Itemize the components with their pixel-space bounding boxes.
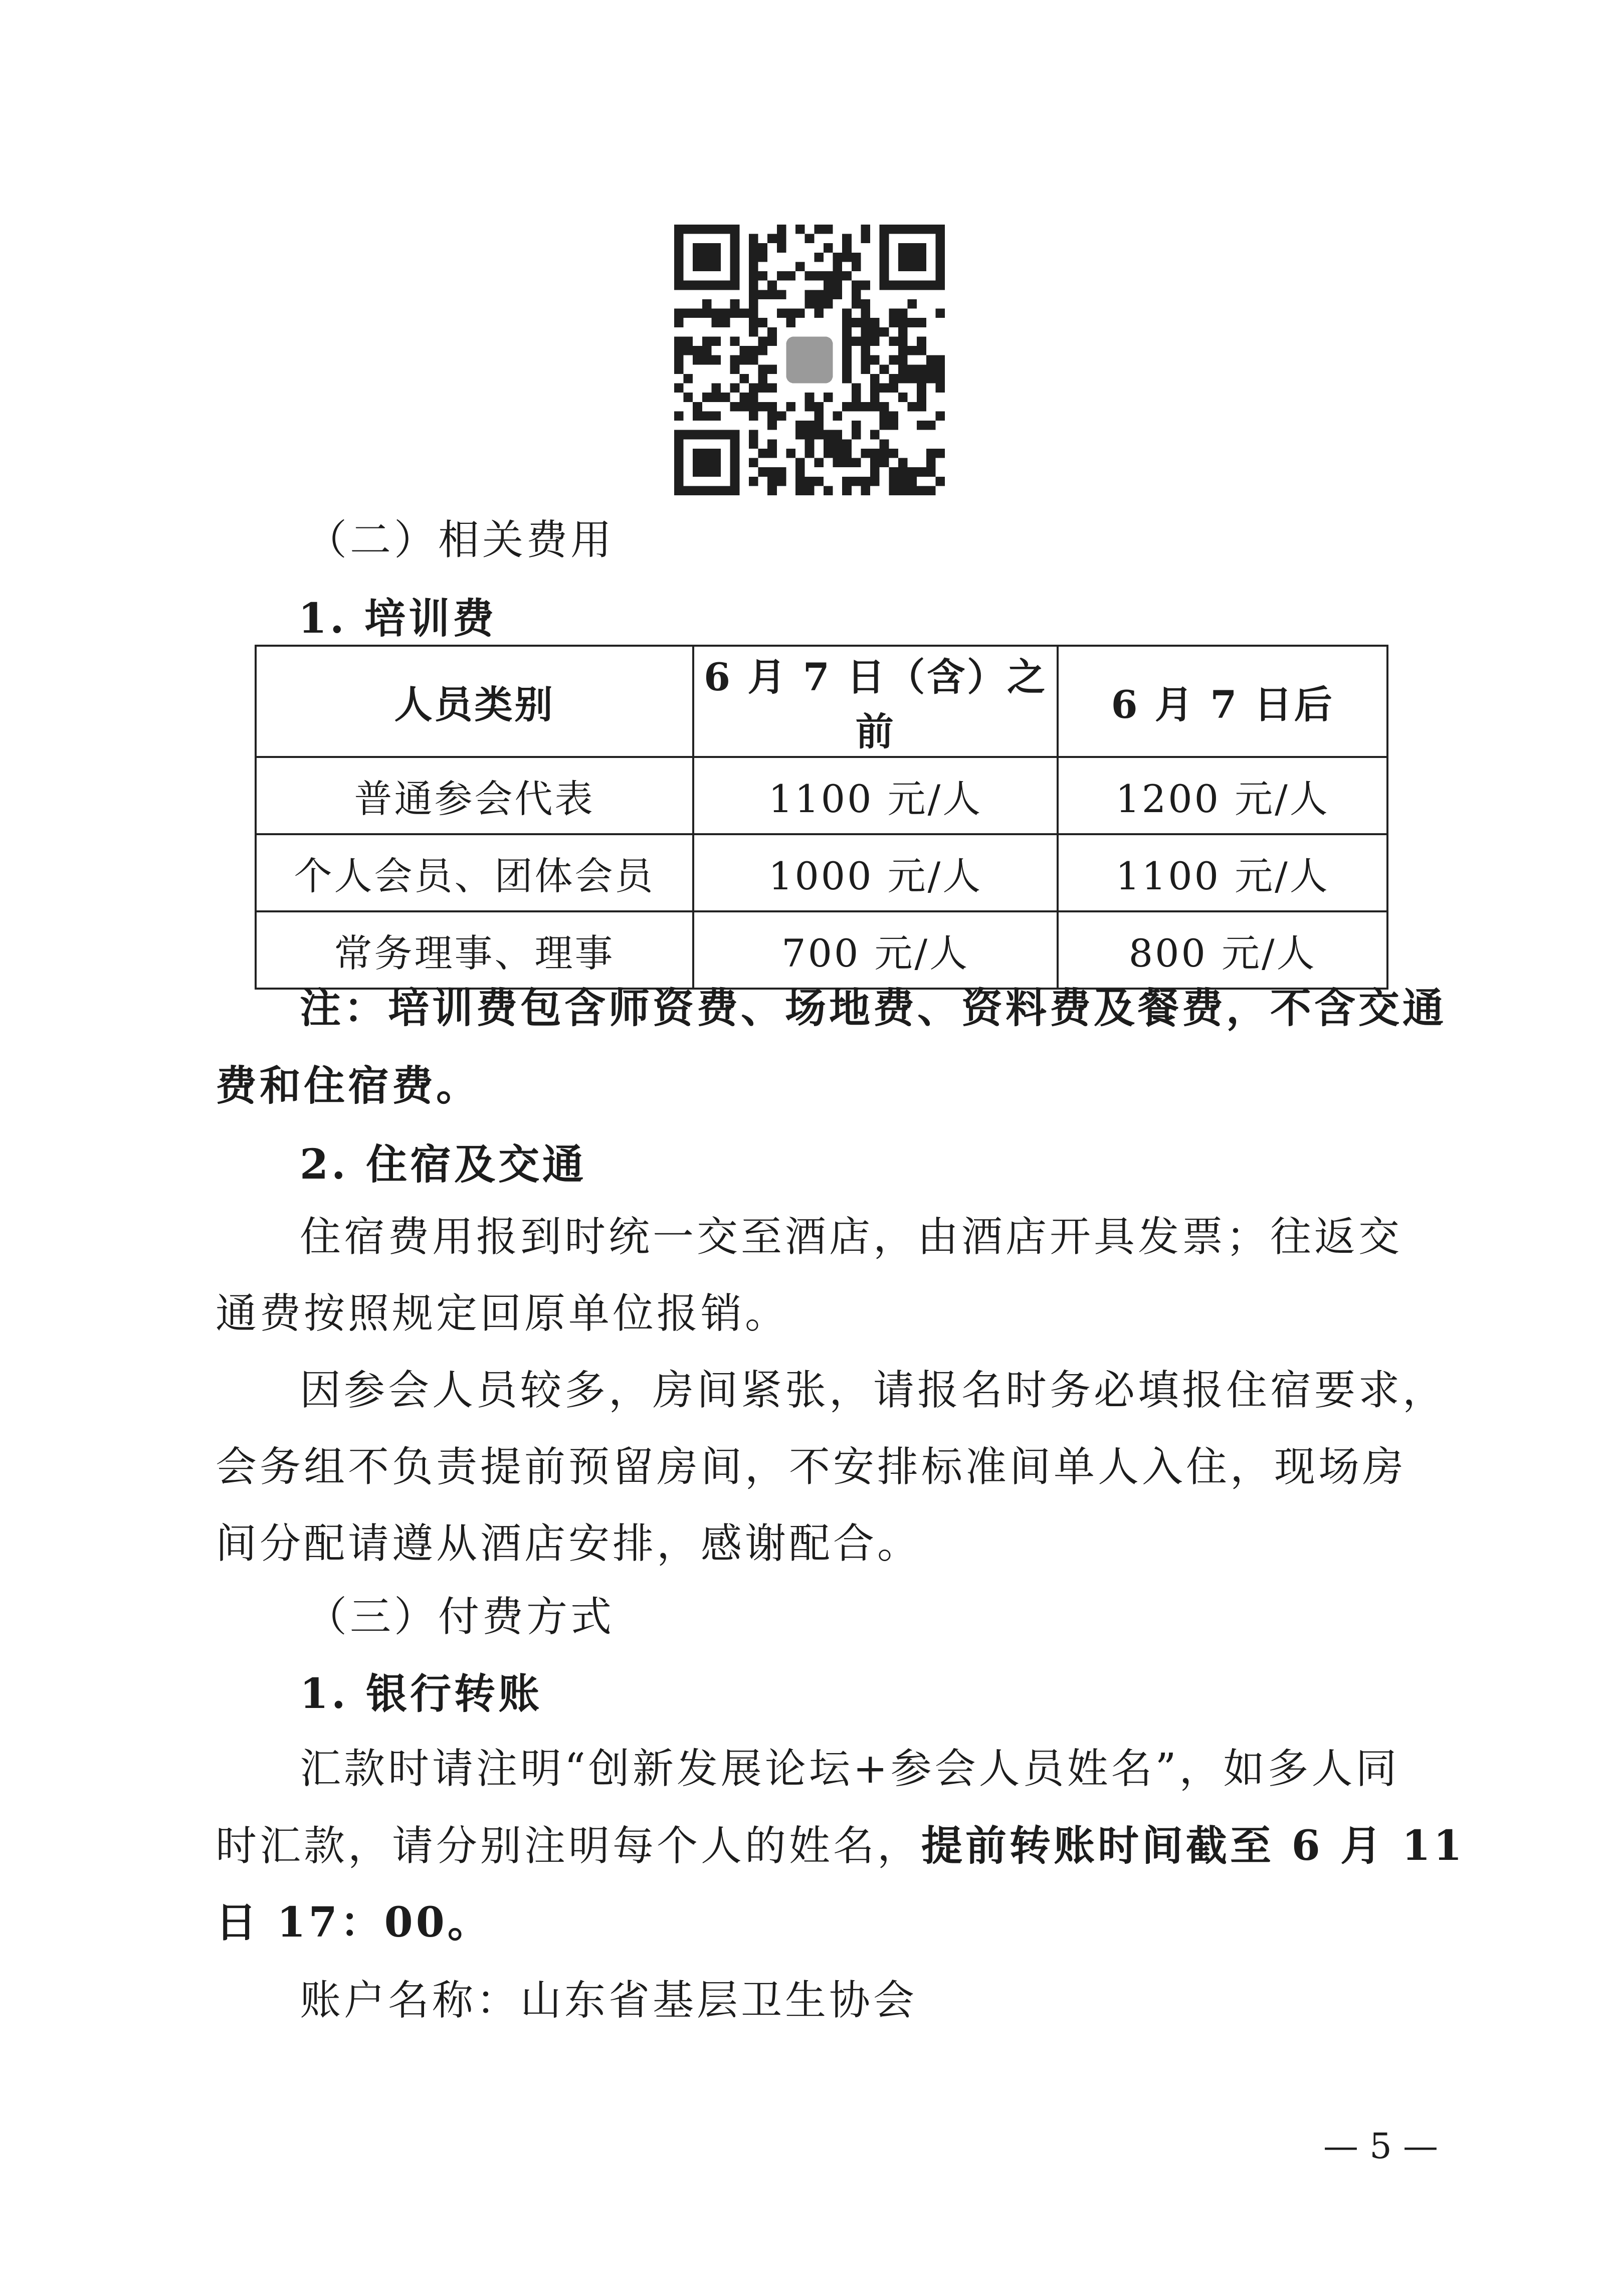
bank-para-line3: 日 17：00。 xyxy=(216,1898,492,1947)
fee-table xyxy=(255,645,1388,990)
table-cell: 800 元/人 xyxy=(1058,911,1387,989)
table-cell: 常务理事、理事 xyxy=(256,911,693,989)
page-number: — 5 — xyxy=(1323,2126,1439,2167)
lodging-para2-line2: 会务组不负责提前预留房间，不安排标准间单人入住，现场房 xyxy=(216,1443,1407,1491)
table-cell: 1000 元/人 xyxy=(693,834,1058,911)
table-cell: 1100 元/人 xyxy=(693,757,1058,834)
table-row xyxy=(256,757,1387,834)
section3-heading: （三）付费方式 xyxy=(306,1593,615,1641)
qr-code-icon[interactable] xyxy=(674,225,945,495)
section2-heading: （二）相关费用 xyxy=(306,516,615,564)
table-cell: 1200 元/人 xyxy=(1058,757,1387,834)
bank-deadline: 提前转账时间截至 6 月 11 xyxy=(921,1822,1465,1870)
fee-table-header: 6 月 7 日（含）之前 xyxy=(693,646,1058,757)
bank-para-line2-normal: 时汇款，请分别注明每个人的姓名， xyxy=(216,1822,922,1870)
fee-table-header: 人员类别 xyxy=(256,646,693,757)
account-name: 账户名称：山东省基层卫生协会 xyxy=(300,1977,918,2024)
table-cell: 700 元/人 xyxy=(693,911,1058,989)
bank-para-line2 xyxy=(216,1822,1465,1870)
table-cell: 普通参会代表 xyxy=(256,757,693,834)
table-cell: 1100 元/人 xyxy=(1058,834,1387,911)
fee-table-header-row xyxy=(256,646,1387,757)
fee-note-line1: 注：培训费包含师资费、场地费、资料费及餐费，不含交通 xyxy=(300,984,1447,1032)
table-row xyxy=(256,834,1387,911)
fee-subheading: 1. 培训费 xyxy=(298,595,497,643)
lodging-para1-line2: 通费按照规定回原单位报销。 xyxy=(216,1290,789,1337)
bank-subheading: 1. 银行转账 xyxy=(300,1670,543,1718)
qr-logo-icon xyxy=(786,336,833,383)
lodging-subheading: 2. 住宿及交通 xyxy=(300,1140,587,1189)
lodging-para2-line1: 因参会人员较多，房间紧张，请报名时务必填报住宿要求， xyxy=(300,1367,1447,1414)
fee-note-line2: 费和住宿费。 xyxy=(216,1062,481,1110)
table-cell: 个人会员、团体会员 xyxy=(256,834,693,911)
lodging-para2-line3: 间分配请遵从酒店安排，感谢配合。 xyxy=(216,1520,922,1568)
bank-para-line1: 汇款时请注明“创新发展论坛+参会人员姓名”，如多人同 xyxy=(300,1745,1400,1793)
lodging-para1-line1: 住宿费用报到时统一交至酒店，由酒店开具发票；往返交 xyxy=(300,1213,1403,1261)
table-row xyxy=(256,911,1387,989)
fee-table-header: 6 月 7 日后 xyxy=(1058,646,1387,757)
